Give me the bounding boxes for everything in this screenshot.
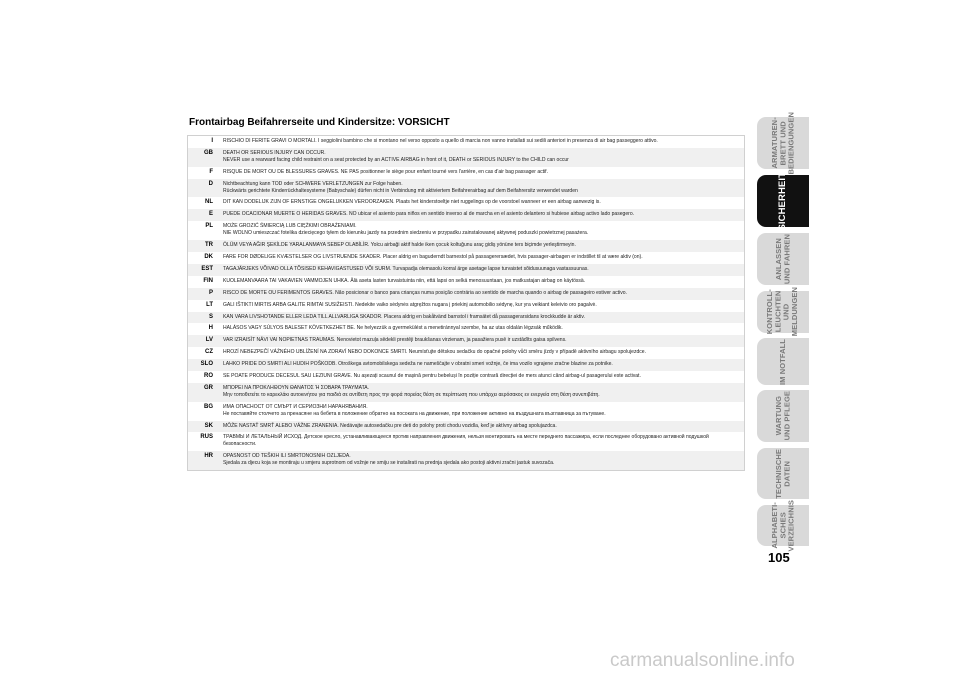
chapter-tab-label: SICHERHEIT xyxy=(776,171,788,231)
warning-row xyxy=(188,300,744,312)
warning-row xyxy=(188,347,744,359)
language-code: I xyxy=(211,138,213,144)
warning-row xyxy=(188,179,744,198)
warning-text: SE POATE PRODUCE DECESUL SAU LEZIUNI GRAVE. Nu așezați scaunul de mașină pentru bebeluși în poziție contrară direcției de mers atunci când airbag-ul pasagerului este activat. xyxy=(223,373,641,380)
warning-text: MÔŽE NASTAŤ SMRŤ ALEBO VÁŽNE ZRANENIA. Nedávajte autosedačku pre deti do polohy proti chodu vozidla, keď je aktívny airbag spolujazdca. xyxy=(223,422,557,429)
chapter-tab[interactable] xyxy=(757,448,809,499)
language-code: F xyxy=(209,168,213,175)
page-number: 105 xyxy=(768,550,790,565)
warning-text: KAN VARA LIVSHOTANDE ELLER LEDA TILL ALLVARLIGA SKADOR. Placera aldrig en bakåtvänd barnstol i framsätet då passagerarsidans krockkudde är aktiv. xyxy=(223,313,585,320)
warning-row xyxy=(188,335,744,347)
warning-text: HALÁSOS VAGY SÚLYOS BALESET KÖVETKEZHET BE. Ne helyezzük a gyermekülést a menetiránnyal szembe, ha az utas oldalán légzsák működik. xyxy=(223,325,563,332)
language-code: DK xyxy=(204,253,213,260)
language-code: RO xyxy=(204,373,213,380)
chapter-tab-label: ALPHABETI- SCHES VERZEICHNIS xyxy=(769,499,796,552)
chapter-tab[interactable] xyxy=(757,499,809,552)
language-code: FIN xyxy=(203,277,213,284)
warning-text: GALI IŠTIKTI MIRTIS ARBA GALITE RIMTAI SUSIŽEISTI. Nedekite vaiko sėdynės atgręžtos nugara į priekinį automobilio sėdynę, kur yra veikiant keleivio oro pagalvė. xyxy=(223,301,597,308)
warning-text: PUEDE OCACIONAR MUERTE O HERIDAS GRAVES. NO ubicar el asiento para niños en sentido inverso al de marcha en el asiento delantero si hubiese airbag activo lado pasegero. xyxy=(223,211,635,218)
chapter-tab-label: ARMATUREN- BRETT UND BEDIENGUNGEN xyxy=(769,111,796,175)
language-code: H xyxy=(208,325,213,332)
language-code: SK xyxy=(204,422,213,429)
chapter-tab[interactable] xyxy=(757,233,809,285)
warning-row xyxy=(188,359,744,371)
chapter-tab[interactable] xyxy=(757,111,809,175)
warning-row xyxy=(188,451,744,470)
language-code: NL xyxy=(205,199,213,206)
chapter-tab[interactable] xyxy=(757,287,809,337)
language-code: LT xyxy=(206,301,213,308)
chapter-tab-label: IM NOTFALL xyxy=(777,338,787,385)
warning-text: MOŻE GROZIĆ ŚMIERCIĄ LUB CIĘŻKIMI OBRAŻENIAMI. NIE WOLNO umieszczać fotelika dziecięcego tyłem do kierunku jazdy na przednim siedzeniu w przypadku zainstalowanej aktywnej poduszki powietrznej pasażera. xyxy=(223,223,589,237)
language-code: BG xyxy=(204,403,213,410)
language-code: HR xyxy=(204,453,213,460)
language-code: PL xyxy=(205,223,213,230)
warning-row xyxy=(188,402,744,421)
warning-text: ÖLÜM VEYA AĞIR ŞEKİLDE YARALANMAYA SEBEP OLABİLİR. Yolcu airbaği aktif halde iken çocuk koltuğunu araç gidiş yönüne ters biçimde yerleştirmeyin. xyxy=(223,242,576,249)
warning-row xyxy=(188,148,744,167)
warning-text: RISCHIO DI FERITE GRAVI O MORTALI. I seggiolini bambino che si montano nel verso opposto a quello di marcia non vanno installati sui sedili anteriori in presenza di air bag passeggero attivo. xyxy=(223,138,658,144)
page-title: Frontairbag Beifahrerseite und Kindersitze: VORSICHT xyxy=(189,117,450,128)
warning-row xyxy=(188,432,744,451)
warning-row xyxy=(188,371,744,383)
warning-text: ИМА ОПАСНОСТ ОТ СМЪРТ И СЕРИОЗНИ НАРАНЯВАНИЯ. Не поставяйте столчето за пренасяне на бебета в положение обратно на посоката на движение, при положение активно на въздушната възглавница за пътуване. xyxy=(223,403,606,417)
warning-text: KUOLEMANVAARA TAI VAKAVIEN VAMMOJEN UHKA. Älä aseta lasten turvaistuinta niin, että lapsi on selkä menosuuntaan, jos matkustajan airbag on käytössä. xyxy=(223,277,586,284)
warning-text: DIT KAN DODELIJK ZIJN OF ERNSTIGE ONGELUKKEN VEROORZAKEN. Plaats het kinderstoeltje niet ruggelings op de voorstoel wanneer er een airbag aanwezig is. xyxy=(223,199,601,206)
airbag-warning-table xyxy=(187,135,745,471)
warning-text: LAHKO PRIDE DO SMRTI ALI HUDIH POŠKODB. Otroškega avtomobilskega sedeža ne nameščajte v obratni smeri vožnje, če ima vozilo vgrajene zračne blazine za potnike. xyxy=(223,361,613,368)
warning-row xyxy=(188,421,744,433)
chapter-tab-label: TECHNISCHE DATEN xyxy=(773,448,791,499)
warning-text: DEATH OR SERIOUS INJURY CAN OCCUR. NEVER use a rearward facing child restraint on a seat protected by an ACTIVE AIRBAG in front of it, DEATH or SERIOUS INJURY to the CHILD can occur xyxy=(223,149,569,163)
chapter-tab-label: ANLASSEN UND FAHREN xyxy=(773,233,791,285)
warning-row xyxy=(188,276,744,288)
warning-row xyxy=(188,240,744,252)
chapter-tab-label: WARTUNG UND PFLEGE xyxy=(773,391,791,441)
warning-row xyxy=(188,312,744,324)
language-code: E xyxy=(208,211,213,218)
warning-text: HROZÍ NEBEZPEČÍ VÁŽNÉHO UBLÍŽENÍ NA ZDRAVÍ NEBO DOKONCE SMRTI. Neumísťujte dětskou sedačku do opačné polohy vůči směru jízdy v případě aktivního airbagu spolujezdce. xyxy=(223,349,647,356)
warning-row xyxy=(188,288,744,300)
warning-text: RISQUE DE MORT OU DE BLESSURES GRAVES. NE PAS positionner le siège pour enfant tourné vers l'arrière, en cas d'air bag passager actif. xyxy=(223,168,548,175)
warning-row xyxy=(188,167,744,179)
warning-text: VAR IZRAISĪT NĀVI VAI NOPIETNAS TRAUMAS. Nenovietot mazuļa sēdekli prestēji braukšanas virzienam, ja pasažiera pusē ir uzstādīts gaisa spilvens. xyxy=(223,337,567,344)
warning-text: RISCO DE MORTE OU FERIMENTOS GRAVES. Não posicionar o banco para crianças numa posição contrária ao sentido de marcha quando o airbag de passageiro estiver activo. xyxy=(223,289,627,296)
chapter-tab-label: KONTROLL- LEUCHTEN UND MELDUNGEN xyxy=(765,287,800,337)
watermark: carmanualsonline.info xyxy=(610,650,795,671)
language-code: EST xyxy=(201,265,213,272)
warning-text: ТРАВМЫ И ЛЕТАЛЬНЫЙ ИСХОД. Детское кресло, устанавливающееся против направления движения, нельзя монтировать на месте переднего пассажира, если последнее оборудовано активной подушкой безопасности. xyxy=(223,434,709,448)
warning-text: OPASNOST OD TEŠKIH ILI SMRTONOSNIH OZLJEDA. Sjedala za djecu koja se montiraju u smjeru suprotnom od vožnje ne smiju se instalirati na prednja sjedala ako postoji aktivni zračni jastuk suvozača. xyxy=(223,453,555,467)
warning-row xyxy=(188,197,744,209)
warning-row xyxy=(188,221,744,240)
warning-text: TAGAJÄRJEKS VÕIVAD OLLA TÕSISED KEHAVIGASTUSED VÕI SURM. Turvapadja olemasolu korral ärge asetage lapse turvaistet sõidusuunaga vastassuunas. xyxy=(223,265,589,272)
chapter-tab[interactable] xyxy=(757,171,809,231)
language-code: D xyxy=(208,180,213,187)
warning-text: Nichtbeachtung kann TOD oder SCHWERE VERLETZUNGEN zur Folge haben. Rückwärts gerichtete Kinderrückhaltesysteme (Babyschale) dürfen nicht in Verbindung mit aktiviertem Beifahrerairbag auf dem Beifahrersitz verwendet warden xyxy=(223,180,578,194)
warning-row xyxy=(188,323,744,335)
warning-row xyxy=(188,383,744,402)
warning-text: FARE FOR DØDELIGE KVÆSTELSER OG LIVSTRUENDE SKADER. Placer aldrig en baguderndt barnestol på passagerersædet, hvis passager-airbagen er indstillet til at være aktiv (on). xyxy=(223,253,643,260)
language-code: SLO xyxy=(200,361,213,368)
language-code: TR xyxy=(205,242,213,249)
chapter-tab[interactable] xyxy=(757,390,809,442)
warning-text: ΜΠΟΡΕΙ ΝΑ ΠΡΟΚΛΗΘΟΥΝ ΘΑΝΑΤΟΣ Ή ΣΟΒΑΡΑ ΤΡΑΥΜΑΤΑ. Μην τοποθετείτε το καρεκλάκι αυτοκινήτου για παιδιά σε αντίθετη προς την φορά πορείας θέση σε περίπτωση που υπάρχει αερόσακος εν ενεργεία στη θέση συνεπιβάτη. xyxy=(223,384,600,398)
chapter-tab[interactable] xyxy=(757,338,809,385)
warning-row xyxy=(188,252,744,264)
warning-row xyxy=(188,136,744,148)
language-code: S xyxy=(208,313,213,320)
language-code: P xyxy=(208,289,213,296)
warning-row xyxy=(188,209,744,221)
language-code: GR xyxy=(204,384,213,391)
language-code: GB xyxy=(204,149,213,156)
warning-row xyxy=(188,264,744,276)
language-code: RUS xyxy=(200,434,213,441)
language-code: LV xyxy=(205,337,213,344)
language-code: CZ xyxy=(205,349,213,356)
